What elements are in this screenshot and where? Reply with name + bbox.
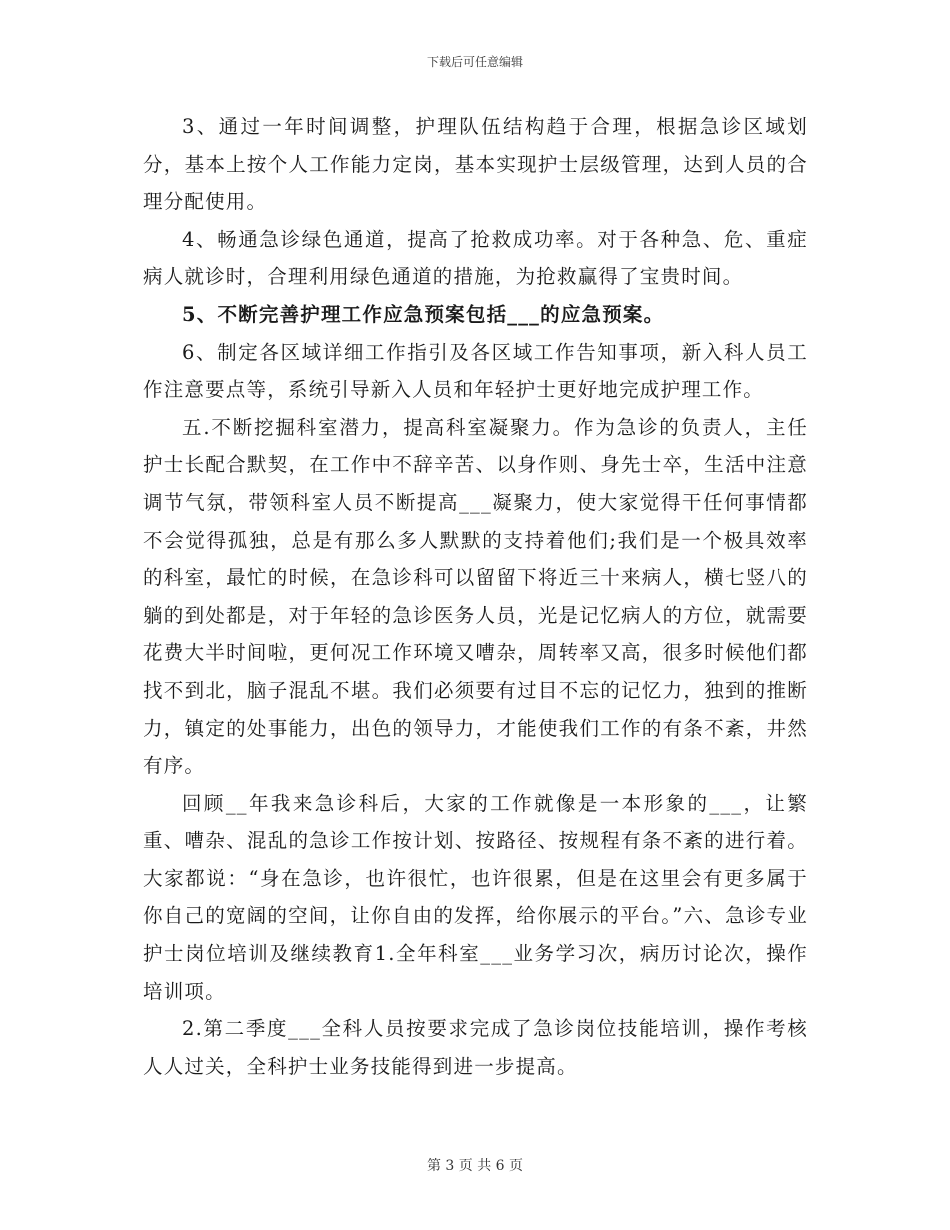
paragraph-1: 3、通过一年时间调整，护理队伍结构趋于合理，根据急诊区域划分，基本上按个人工作能力定岗，基本实现护士层级管理，达到人员的合理分配使用。 xyxy=(143,115,808,214)
paragraph-7: 2.第二季度___全科人员按要求完成了急诊岗位技能培训，操作考核人人过关，全科护士业务技能得到进一步提高。 xyxy=(143,1017,808,1078)
page-header: 下载后可任意编辑 xyxy=(426,55,523,69)
paragraph-4: 6、制定各区域详细工作指引及各区域工作告知事项，新入科人员工作注意要点等，系统引导新入人员和年轻护士更好地完成护理工作。 xyxy=(143,340,808,402)
document-body xyxy=(143,108,808,1085)
paragraph-5: 五.不断挖掘科室潜力，提高科室凝聚力。作为急诊的负责人，主任护士长配合默契，在工作中不辞辛苦、以身作则、身先士卒，生活中注意调节气氛，带领科室人员不断提高___凝聚力，使大家觉得干任何事情都不会觉得孤独，总是有那么多人默默的支持着他们;我们是一个极具效率的科室，最忙的时候，在急诊科可以留留下将近三十来病人，横七竖八的躺的到处都是，对于年轻的急诊医务人员，光是记忆病人的方位，就需要花费大半时间啦，更何况工作环境又嘈杂，周转率又高，很多时候他们都找不到北，脑子混乱不堪。我们必须要有过目不忘的记忆力，独到的推断力，镇定的处事能力，出色的领导力，才能使我们工作的有条不紊，井然有序。 xyxy=(143,415,808,778)
page-footer: 第 3 页 共 6 页 xyxy=(426,1158,524,1174)
paragraph-3-heading: 5、不断完善护理工作应急预案包括___的应急预案。 xyxy=(182,302,665,326)
paragraph-2: 4、畅通急诊绿色通道，提高了抢救成功率。对于各种急、危、重症病人就诊时，合理利用绿色通道的措施，为抢救赢得了宝贵时间。 xyxy=(143,227,808,289)
paragraph-6: 回顾__年我来急诊科后，大家的工作就像是一本形象的___，让繁重、嘈杂、混乱的急诊工作按计划、按路径、按规程有条不紊的进行着。大家都说：“身在急诊，也许很忙，也许很累，但是在这里会有更多属于你自己的宽阔的空间，让你自由的发挥，给你展示的平台。”六、急诊专业护士岗位培训及继续教育1.全年科室___业务学习次，病历讨论次，操作培训项。 xyxy=(143,791,808,1003)
